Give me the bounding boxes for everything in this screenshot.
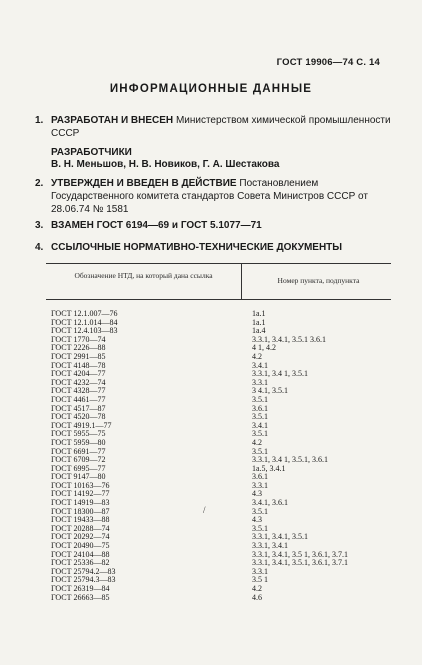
table-row [46,594,391,603]
clause-numbers: 3.5.1 [252,394,268,404]
document-designation: ГОСТ 19433—88 [51,515,110,525]
clause-numbers: 3.3.1 [252,480,268,490]
clause-numbers: 1а.1 [252,317,266,327]
table-top-rule [46,263,391,264]
clause-numbers: 3.3.1 [252,377,268,387]
document-designation: ГОСТ 2226—88 [51,343,106,353]
document-designation: ГОСТ 1770—74 [51,334,106,344]
clause-numbers: 4.3 [252,515,262,525]
clause-numbers: 3.5.1 [252,412,268,422]
clause-numbers: 4 1, 4.2 [252,343,276,353]
column-header-clause: Номер пункта, подпункта [277,276,360,285]
section-rest: Министерством химической промышленности СССР [51,115,391,139]
section-text: ССЫЛОЧНЫЕ НОРМАТИВНО-ТЕХНИЧЕСКИЕ ДОКУМЕНТЫ [51,242,343,253]
section-number: 2. [35,178,44,189]
clause-numbers: 1а.1 [252,309,266,318]
section-bold: РАЗРАБОТАН И ВНЕСЕН [51,115,174,126]
document-designation: ГОСТ 20288—74 [51,523,110,533]
document-designation: ГОСТ 12.1.007—76 [51,309,118,318]
document-designation: ГОСТ 10163—76 [51,480,110,490]
section-text [51,114,395,140]
clause-numbers: 3.3.1, 3.4.1, 3.5.1 [252,532,308,542]
document-designation: ГОСТ 4204—77 [51,369,106,379]
document-designation: ГОСТ 9147—80 [51,472,106,482]
clause-numbers: 1а.4 [252,326,266,336]
clause-numbers: 1а.5, 3.4.1 [252,463,286,473]
clause-numbers: 3.5.1 [252,523,268,533]
document-designation: ГОСТ 24104—88 [51,549,110,559]
document-designation: ГОСТ 4919.1—77 [51,420,112,430]
clause-numbers: 3.3.1 [252,566,268,576]
clause-numbers: 3.4.1 [252,420,268,430]
document-designation: ГОСТ 18300—87 [51,506,110,516]
document-designation: ГОСТ 25794.2—83 [51,566,116,576]
clause-numbers: 4.2 [252,437,262,447]
developers-names: В. Н. Меньшов, Н. В. Новиков, Г. А. Шестакова [51,159,280,170]
references-table [46,263,391,658]
document-designation: ГОСТ 2991—85 [51,351,106,361]
page-header: ГОСТ 19906—74 С. 14 [276,57,380,68]
column-header-document: Обозначение НТД, на который дана ссылка [74,271,213,280]
clause-numbers: 3.5.1 [252,506,268,516]
document-designation: ГОСТ 20292—74 [51,532,110,542]
document-designation: ГОСТ 4520—78 [51,412,106,422]
clause-numbers: 3.4.1, 3.6.1 [252,498,288,508]
section-text: ВЗАМЕН ГОСТ 6194—69 и ГОСТ 5.1077—71 [51,220,262,231]
clause-numbers: 3.5 1 [252,575,268,585]
clause-numbers: 3.3.1, 3.4.1, 3.5.1 3.6.1 [252,334,326,344]
section-2 [35,177,395,216]
section-rest: Постановлением Государственного комитета стандартов Совета Министров СССР от 28.06.74 № 1581 [51,178,368,215]
clause-numbers: 3.3.1, 3.4.1, 3.5 1, 3.6.1, 3.7.1 [252,549,348,559]
clause-numbers: 3.3.1, 3.4 1, 3.5.1 [252,369,308,379]
document-designation: ГОСТ 6995—77 [51,463,106,473]
section-text [51,177,395,216]
clause-numbers: 3.6.1 [252,403,268,413]
section-bold: УТВЕРЖДЕН И ВВЕДЕН В ДЕЙСТВИЕ [51,178,237,189]
document-designation: ГОСТ 25794.3—83 [51,575,116,585]
clause-numbers: 3.3.1, 3.4 1, 3.5.1, 3.6.1 [252,455,328,465]
developers-label: РАЗРАБОТЧИКИ [51,147,132,158]
clause-numbers: 4.3 [252,489,262,499]
document-designation: ГОСТ 14192—77 [51,489,110,499]
clause-numbers: 3.3.1, 3.4.1, 3.5.1, 3.6.1, 3.7.1 [252,558,348,568]
document-designation: ГОСТ 4461—77 [51,394,106,404]
document-designation: ГОСТ 5959—80 [51,437,106,447]
section-number: 3. [35,220,44,231]
document-designation: ГОСТ 4148—78 [51,360,106,370]
section-4 [35,241,395,254]
document-designation: ГОСТ 14919—83 [51,498,110,508]
document-designation: ГОСТ 6709—72 [51,455,106,465]
table-header-rule [46,299,391,300]
clause-numbers: 3.5.1 [252,429,268,439]
clause-numbers: 3.6.1 [252,472,268,482]
document-designation: ГОСТ 26319—84 [51,584,110,593]
clause-numbers: 4.2 [252,584,262,593]
clause-numbers: 4.6 [252,592,262,602]
document-designation: ГОСТ 6691—77 [51,446,106,456]
document-designation: ГОСТ 12.1.014—84 [51,317,118,327]
clause-numbers: 3.4.1 [252,360,268,370]
clause-numbers: 3.3.1, 3.4.1 [252,541,288,551]
document-designation: ГОСТ 26663—85 [51,592,110,602]
document-designation: ГОСТ 5955—75 [51,429,106,439]
section-1 [35,114,395,140]
document-designation: ГОСТ 20490—75 [51,541,110,551]
clause-numbers: 3 4.1, 3.5.1 [252,386,288,396]
table-column-divider [241,263,242,299]
pen-mark: / [203,505,206,515]
page-title: ИНФОРМАЦИОННЫЕ ДАННЫЕ [109,83,313,95]
document-designation: ГОСТ 4517—87 [51,403,106,413]
document-designation: ГОСТ 12.4.103—83 [51,326,118,336]
document-designation: ГОСТ 4328—77 [51,386,106,396]
document-designation: ГОСТ 4232—74 [51,377,106,387]
section-number: 4. [35,242,44,253]
section-3 [35,219,395,232]
clause-numbers: 4.2 [252,351,262,361]
table-body [46,310,391,602]
section-number: 1. [35,115,44,126]
document-designation: ГОСТ 25336—82 [51,558,110,568]
clause-numbers: 3.5.1 [252,446,268,456]
